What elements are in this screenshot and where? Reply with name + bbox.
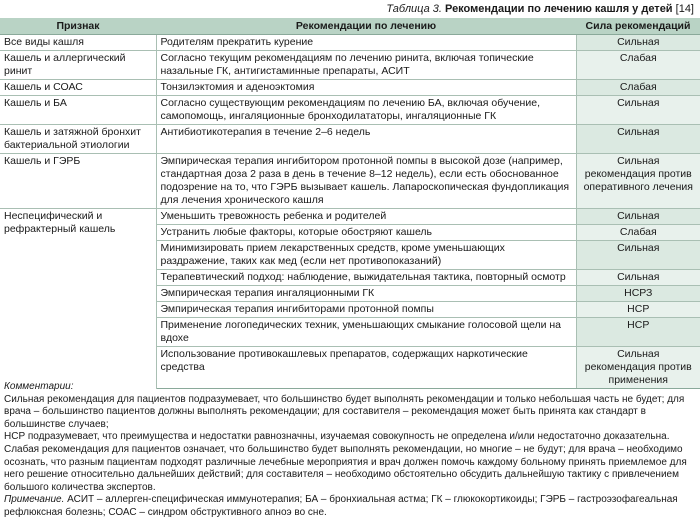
comments-heading: Комментарии: <box>4 381 74 392</box>
recommendation-cell: Антибиотикотерапия в течение 2–6 недель <box>156 125 576 154</box>
table-row <box>0 96 700 125</box>
table-caption-label: Таблица 3. <box>386 3 442 15</box>
recommendation-cell: Согласно текущим рекомендациям по лечению ринита, включая топические назальные ГК, антигистаминные препараты, АСИТ <box>156 51 576 80</box>
table-row <box>0 80 700 96</box>
strength-cell: НСР <box>576 302 700 318</box>
table-caption-text: Рекомендации по лечению кашля у детей <box>445 3 673 15</box>
table-row <box>0 209 700 225</box>
recommendation-cell: Минимизировать прием лекарственных средств, кроме уменьшающих раздражение, таких как мед (если нет противопоказаний) <box>156 241 576 270</box>
strength-cell: Слабая <box>576 225 700 241</box>
sign-cell: Кашель и затяжной бронхит бактериальной этиологии <box>0 125 156 154</box>
sign-cell: Неспецифический и рефрактерный кашель <box>0 209 156 389</box>
abbreviations-note <box>4 494 696 519</box>
comments-block <box>4 381 696 520</box>
recommendation-cell: Тонзилэктомия и аденоэктомия <box>156 80 576 96</box>
table-row <box>0 51 700 80</box>
table-row <box>0 125 700 154</box>
recommendation-cell: Терапевтический подход: наблюдение, выжидательная тактика, повторный осмотр <box>156 270 576 286</box>
sign-cell: Кашель и ГЭРБ <box>0 154 156 209</box>
strength-cell: Сильная <box>576 270 700 286</box>
recommendation-cell: Родителям прекратить курение <box>156 35 576 51</box>
recommendation-cell: Устранить любые факторы, которые обостряют кашель <box>156 225 576 241</box>
comment-line: Сильная рекомендация для пациентов подразумевает, что большинство будет выполнять рекомендации и только небольшая часть не будет; для врача – большинство пациентов должны выполнять рекомендации; для составителя – рекомендация может быть принята как стандарт в большинстве случаев; <box>4 393 685 430</box>
table-body <box>0 35 700 389</box>
comment-line: Слабая рекомендация для пациентов означает, что большинство будет выполнять рекомендации, но многие – не будут; для врача – необходимо осознать, что разным пациентам подходят различные лечебные мероприятия и врач должен помочь каждому больному принять приемлемое для него решение относительно дальнейших действий; для составителя – необходимо обстоятельно обсудить дальнейшую тактику с привлечением большого количества экспертов. <box>4 443 687 493</box>
header-recommendations: Рекомендации по лечению <box>156 18 576 35</box>
strength-cell: Сильная <box>576 35 700 51</box>
sign-cell: Кашель и БА <box>0 96 156 125</box>
table-caption <box>386 2 694 16</box>
sign-cell: Все виды кашля <box>0 35 156 51</box>
recommendation-cell: Использование противокашлевых препаратов, содержащих наркотические средства <box>156 347 576 389</box>
note-text: АСИТ – аллерген-специфическая иммунотерапия; БА – бронхиальная астма; ГК – глюкокортикоиды; ГЭРБ – гастроэзофагеальная рефлюксная болезнь; СОАС – синдром обструктивного апноэ во сне. <box>4 494 678 518</box>
sign-cell: Кашель и аллергический ринит <box>0 51 156 80</box>
recommendation-cell: Эмпирическая терапия ингибитором протонной помпы в высокой дозе (например, стандартная доза 2 раза в день в течение 8–12 недель), если есть обоснованное подозрение на то, что ГЭРБ вызывает кашель. Лапароскопическая фундопликация для лечения хронического кашля <box>156 154 576 209</box>
strength-cell: Сильная рекомендация против применения <box>576 347 700 389</box>
recommendation-cell: Эмпирическая терапия ингаляционными ГК <box>156 286 576 302</box>
recommendation-cell: Применение логопедических техник, уменьшающих смыкание голосовой щели на вдохе <box>156 318 576 347</box>
note-label: Примечание. <box>4 494 65 506</box>
recommendations-table <box>0 18 700 389</box>
recommendation-cell: Эмпирическая терапия ингибиторами протонной помпы <box>156 302 576 318</box>
strength-cell: Сильная <box>576 209 700 225</box>
strength-cell: Сильная <box>576 241 700 270</box>
recommendation-cell: Уменьшить тревожность ребенка и родителей <box>156 209 576 225</box>
table-row <box>0 35 700 51</box>
strength-cell: Слабая <box>576 80 700 96</box>
header-strength: Сила рекомендаций <box>576 18 700 35</box>
comment-line: НСР подразумевает, что преимущества и недостатки равнозначны, изучаемая совокупность не определена и/или недостаточно доказательна. <box>4 431 670 443</box>
strength-cell: НСР <box>576 318 700 347</box>
table-header-row <box>0 18 700 35</box>
table-caption-ref: [14] <box>675 3 694 15</box>
strength-cell: НСРЗ <box>576 286 700 302</box>
strength-cell: Сильная <box>576 96 700 125</box>
sign-cell: Кашель и СОАС <box>0 80 156 96</box>
recommendation-cell: Согласно существующим рекомендациям по лечению БА, включая обучение, самопомощь, ингаляционные бронходилататоры, ингаляционные ГК <box>156 96 576 125</box>
strength-cell: Сильная <box>576 125 700 154</box>
table-row <box>0 154 700 209</box>
header-sign: Признак <box>0 18 156 35</box>
strength-cell: Сильная рекомендация против оперативного лечения <box>576 154 700 209</box>
strength-cell: Слабая <box>576 51 700 80</box>
